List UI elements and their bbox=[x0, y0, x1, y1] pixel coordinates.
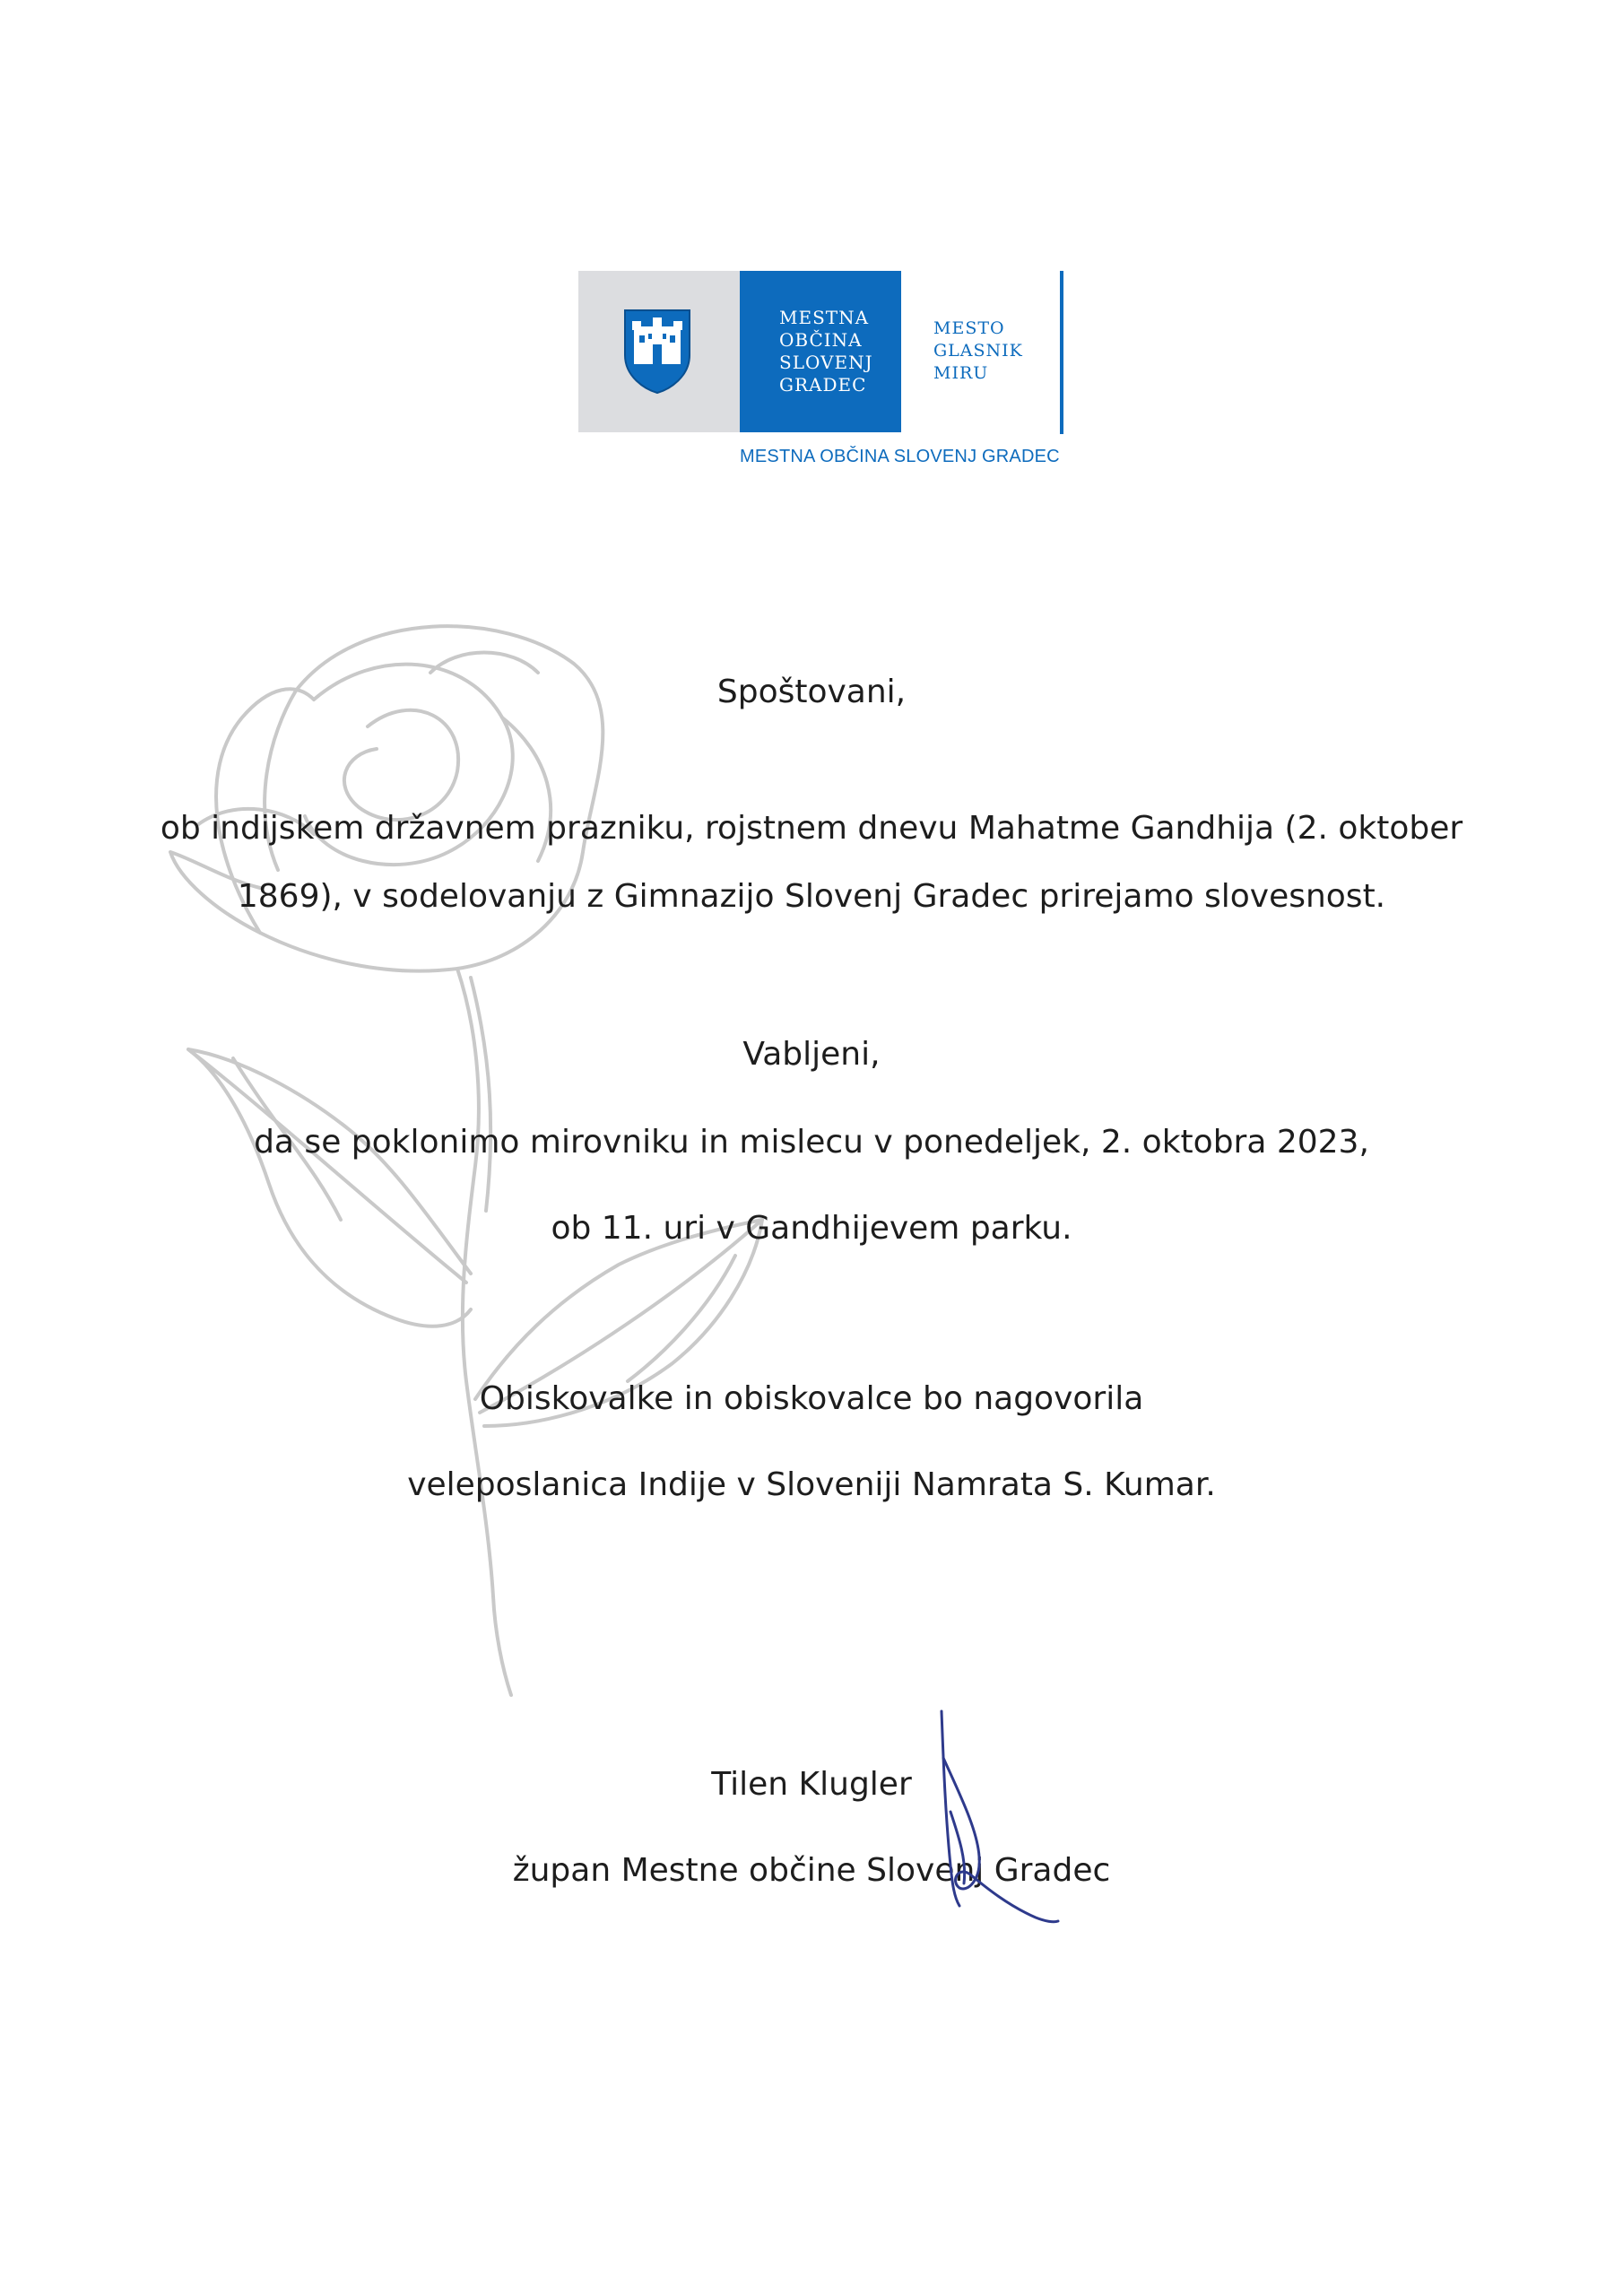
logo-divider bbox=[1060, 271, 1063, 434]
logo-tagline-line: GLASNIK bbox=[933, 341, 1023, 361]
signer-title: župan Mestne občine Slovenj Gradec bbox=[512, 1852, 1111, 1889]
paragraph-line: 1869), v sodelovanju z Gimnazijo Slovenj Gradec prirejamo slovesnost. bbox=[237, 878, 1386, 915]
paragraph-line: ob 11. uri v Gandhijevem parku. bbox=[551, 1210, 1072, 1247]
logo-caption: MESTNA OBČINA SLOVENJ GRADEC bbox=[740, 447, 1060, 466]
signer-name: Tilen Klugler bbox=[711, 1766, 912, 1803]
salutation: Spoštovani, bbox=[716, 674, 907, 710]
paragraph-line: ob indijskem državnem prazniku, rojstnem dnevu Mahatme Gandhija (2. oktober bbox=[160, 810, 1463, 847]
paragraph-line: Obiskovalke in obiskovalce bo nagovorila bbox=[479, 1380, 1144, 1417]
logo-grey-panel bbox=[578, 271, 740, 432]
invitation-heading: Vabljeni, bbox=[742, 1036, 881, 1073]
logo-blue-line: GRADEC bbox=[779, 374, 867, 396]
paragraph-line: da se poklonimo mirovniku in mislecu v ponedeljek, 2. oktobra 2023, bbox=[254, 1124, 1369, 1161]
logo-tagline-line: MIRU bbox=[933, 363, 989, 383]
logo-blue-panel bbox=[740, 271, 901, 432]
logo-tagline-line: MESTO bbox=[933, 318, 1005, 338]
logo-municipality-name bbox=[779, 307, 873, 396]
handwritten-signature-icon bbox=[924, 1704, 1067, 1928]
logo-tagline bbox=[933, 317, 1023, 385]
municipality-logo bbox=[578, 271, 1081, 486]
logo-blue-line: MESTNA bbox=[779, 307, 870, 328]
paragraph-line: veleposlanica Indije v Sloveniji Namrata S. Kumar. bbox=[407, 1466, 1216, 1503]
logo-blue-line: OBČINA bbox=[779, 329, 863, 351]
coat-of-arms-icon bbox=[623, 309, 691, 395]
logo-blue-line: SLOVENJ bbox=[779, 352, 873, 373]
